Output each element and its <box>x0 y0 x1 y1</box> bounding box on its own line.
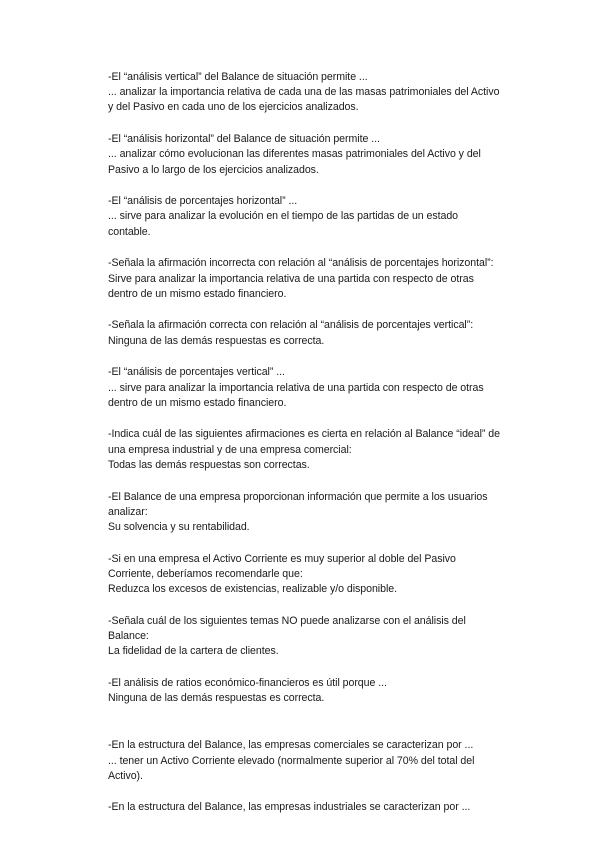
question-line: -Si en una empresa el Activo Corriente es muy superior al doble del Pasivo <box>108 552 456 565</box>
qa-block-12 <box>108 738 518 784</box>
answer-line: y del Pasivo en cada uno de los ejercicios analizados. <box>108 101 359 114</box>
qa-block-10 <box>108 614 518 660</box>
answer-line: ... sirve para analizar la importancia relativa de una partida con respecto de otras <box>108 381 484 394</box>
qa-block-5 <box>108 318 518 348</box>
question-line: -En la estructura del Balance, las empresas comerciales se caracterizan por ... <box>108 739 474 752</box>
qa-block-4 <box>108 256 518 302</box>
qa-block-3 <box>108 194 518 240</box>
answer-line: dentro de un mismo estado financiero. <box>108 287 287 300</box>
question-line: -Indica cuál de las siguientes afirmaciones es cierta en relación al Balance “ideal” de <box>108 428 500 441</box>
question-line: -Señala la afirmación correcta con relación al “análisis de porcentajes vertical”: <box>108 319 474 332</box>
answer-line: La fidelidad de la cartera de clientes. <box>108 645 279 658</box>
question-line: una empresa industrial y de una empresa comercial: <box>108 443 352 456</box>
answer-line: ... tener un Activo Corriente elevado (normalmente superior al 70% del total del <box>108 754 475 767</box>
question-line: -El análisis de ratios económico-financieros es útil porque ... <box>108 676 387 689</box>
answer-line: ... analizar la importancia relativa de cada una de las masas patrimoniales del Activo <box>108 86 500 99</box>
answer-line: Su solvencia y su rentabilidad. <box>108 520 250 533</box>
question-line: -Señala cuál de los siguientes temas NO puede analizarse con el análisis del <box>108 614 466 627</box>
question-line: -Señala la afirmación incorrecta con relación al “análisis de porcentajes horizontal”: <box>108 257 494 270</box>
question-line: -El Balance de una empresa proporcionan información que permite a los usuarios <box>108 490 488 503</box>
qa-block-6 <box>108 365 518 411</box>
answer-line: contable. <box>108 225 151 238</box>
qa-block-7 <box>108 427 518 473</box>
answer-line: ... sirve para analizar la evolución en el tiempo de las partidas de un estado <box>108 210 459 223</box>
question-line: Corriente, deberíamos recomendarle que: <box>108 567 303 580</box>
qa-block-13 <box>108 800 518 815</box>
question-line: -El “análisis horizontal” del Balance de situación permite ... <box>108 133 380 146</box>
question-line: -El “análisis de porcentajes horizontal” ... <box>108 195 298 208</box>
question-line: -El “análisis de porcentajes vertical” ... <box>108 366 285 379</box>
answer-line: Todas las demás respuestas son correctas. <box>108 458 310 471</box>
qa-block-2 <box>108 132 518 178</box>
question-line: -El “análisis vertical” del Balance de situación permite ... <box>108 71 368 83</box>
answer-line: Ninguna de las demás respuestas es correcta. <box>108 692 325 705</box>
question-line: analizar: <box>108 505 148 518</box>
answer-line: Reduzca los excesos de existencias, realizable y/o disponible. <box>108 583 397 596</box>
answer-line: Activo). <box>108 769 143 782</box>
question-line: Balance: <box>108 629 149 642</box>
qa-block-8 <box>108 490 518 536</box>
qa-block-9 <box>108 552 518 598</box>
qa-block-11 <box>108 676 518 706</box>
answer-line: Pasivo a lo largo de los ejercicios analizados. <box>108 163 319 176</box>
answer-line: ... analizar cómo evolucionan las diferentes masas patrimoniales del Activo y del <box>108 148 481 161</box>
qa-block-1 <box>108 70 518 116</box>
answer-line: dentro de un mismo estado financiero. <box>108 396 287 409</box>
answer-line: Ninguna de las demás respuestas es correcta. <box>108 334 325 347</box>
question-line: -En la estructura del Balance, las empresas industriales se caracterizan por ... <box>108 801 471 814</box>
document-content <box>108 70 518 832</box>
answer-line: Sirve para analizar la importancia relativa de una partida con respecto de otras <box>108 272 474 285</box>
